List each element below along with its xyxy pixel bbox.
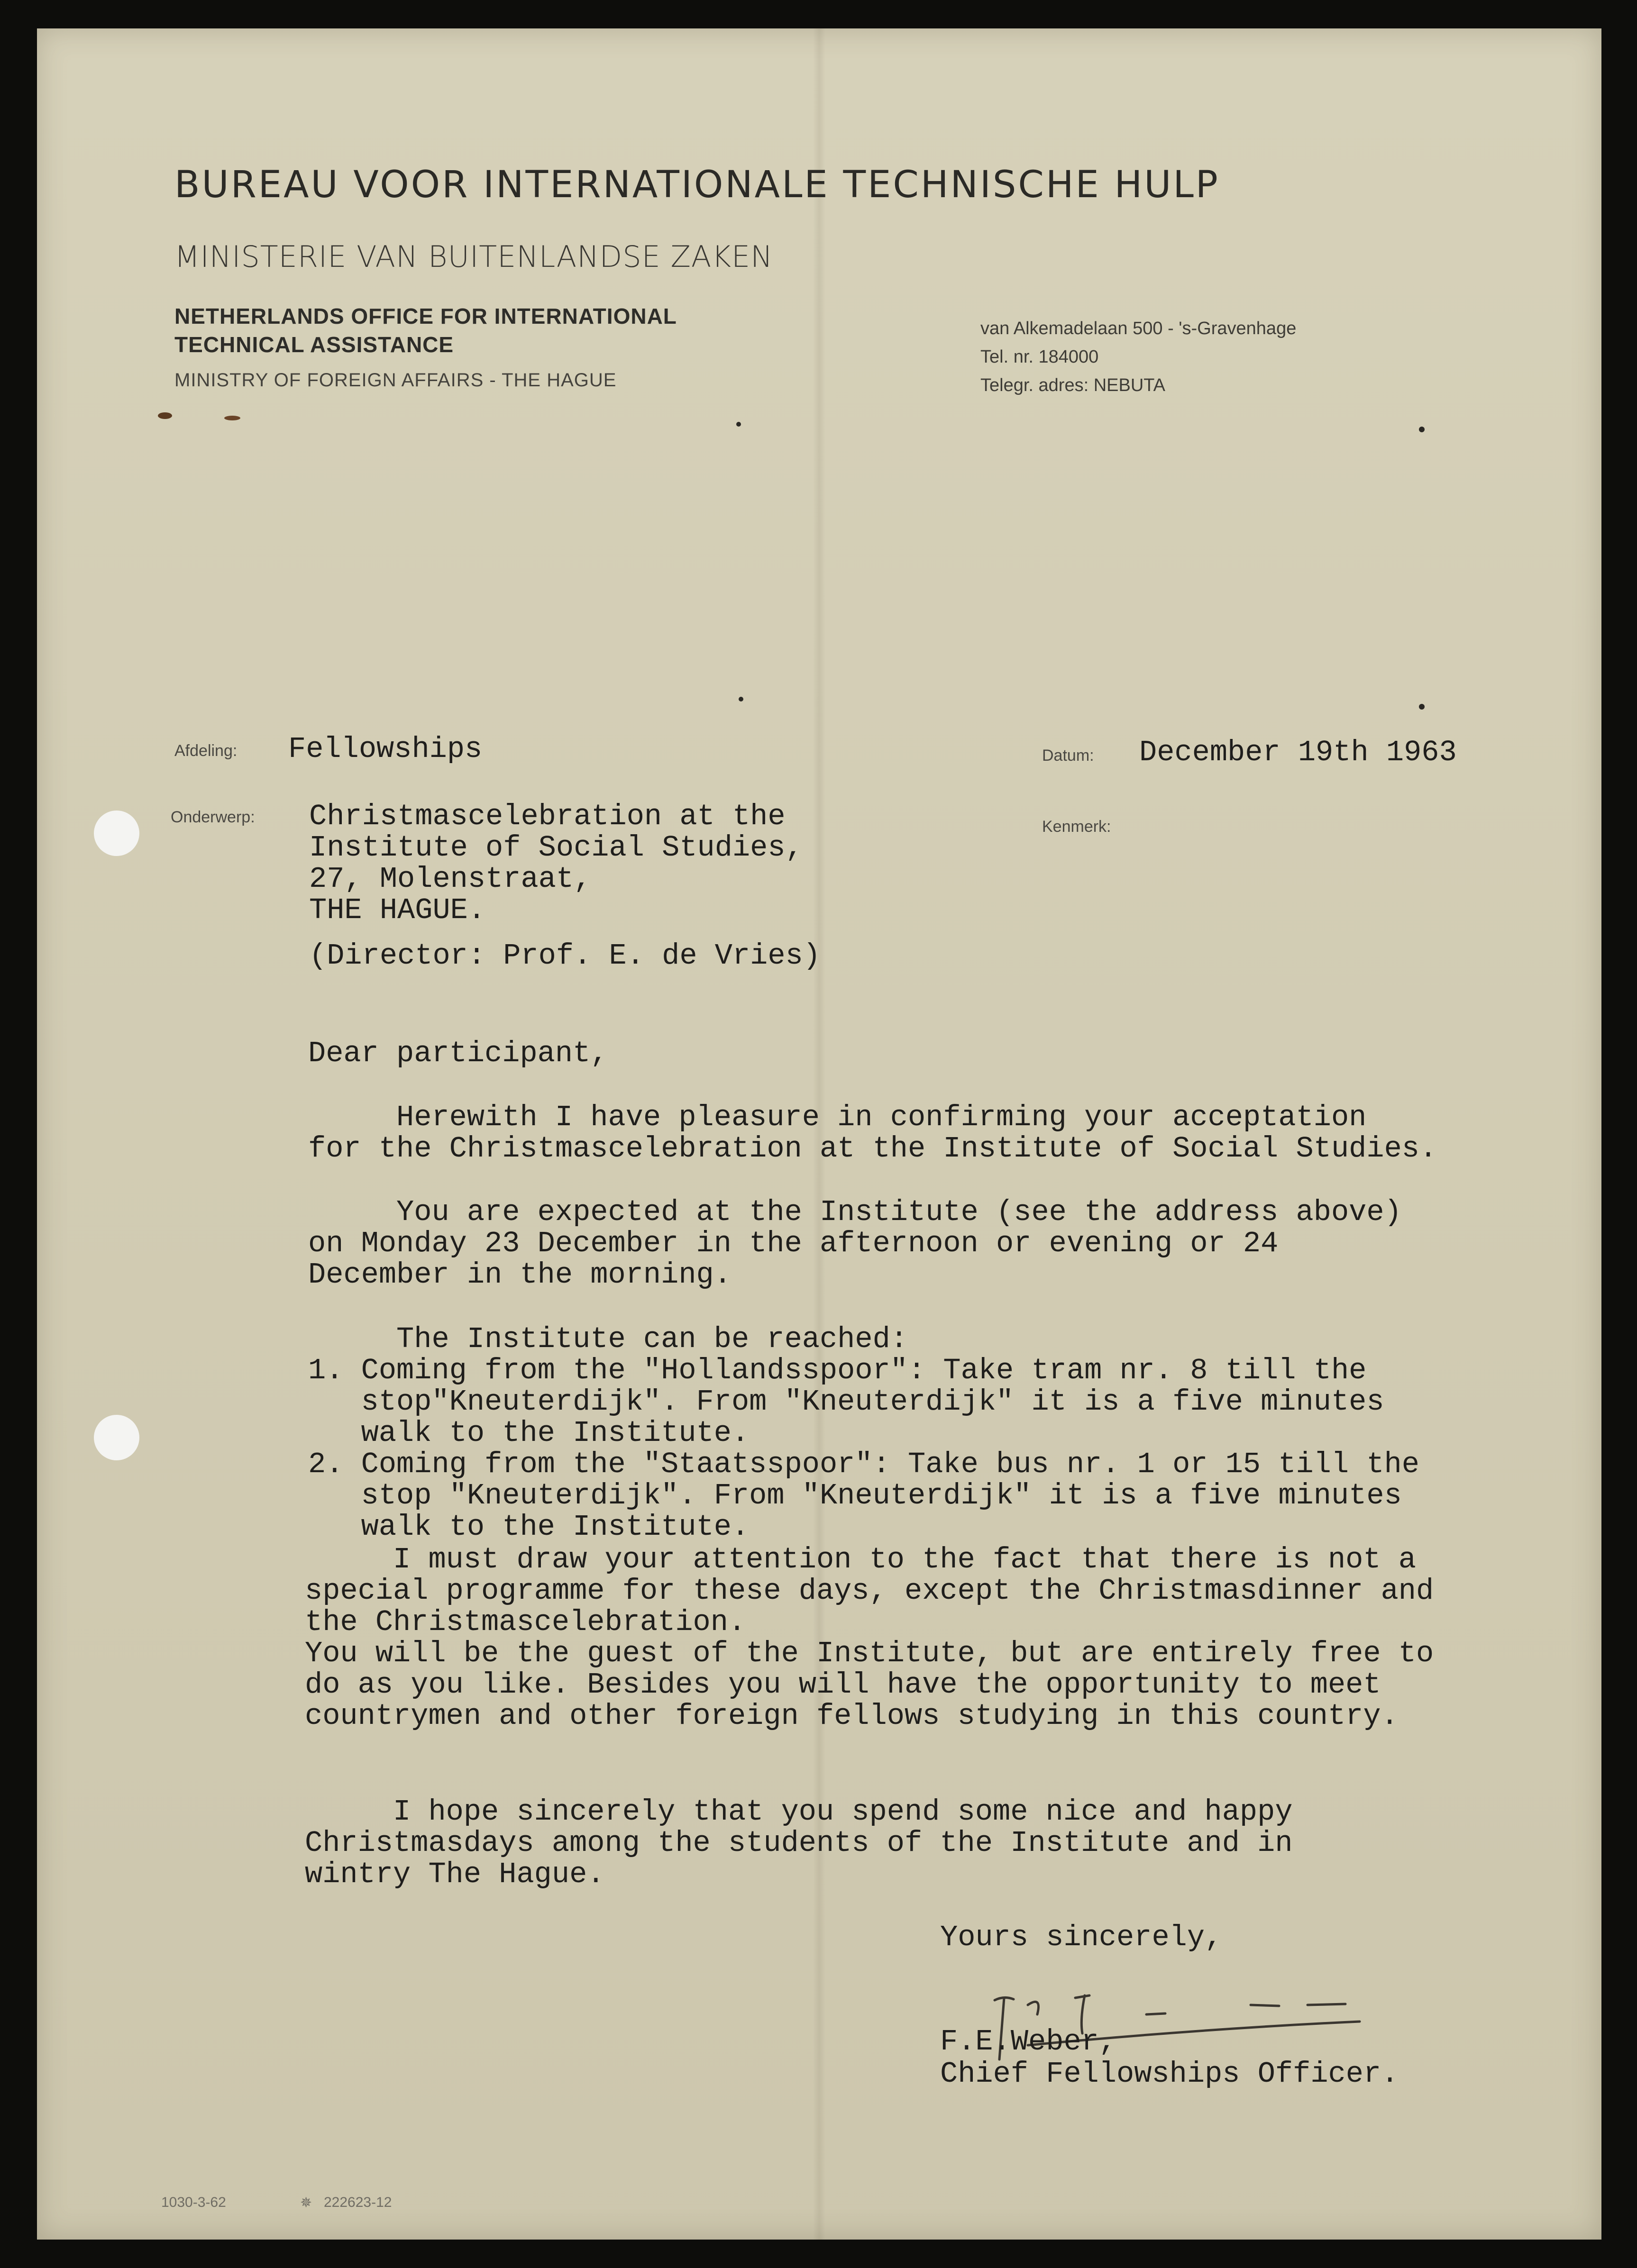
afdeling-label: Afdeling: — [174, 742, 238, 760]
paragraph-line: The Institute can be reached: — [308, 1322, 908, 1356]
office-address: van Alkemadelaan 500 - 's-Gravenhage — [980, 319, 1297, 338]
direction-item: stop"Kneuterdijk". From "Kneuterdijk" it is a five minutes — [308, 1385, 1384, 1419]
paragraph-line: countrymen and other foreign fellows studying in this country. — [305, 1699, 1399, 1733]
direction-item: 2. Coming from the "Staatsspoor": Take bus nr. 1 or 15 till the — [308, 1448, 1419, 1481]
ministry-heading: MINISTERIE VAN BUITENLANDSE ZAKEN — [174, 239, 773, 274]
direction-item: 1. Coming from the "Hollandsspoor": Take tram nr. 8 till the — [308, 1354, 1367, 1387]
letter-page — [37, 28, 1601, 2240]
office-name-line2: TECHNICAL ASSISTANCE — [174, 332, 454, 357]
print-code: 1030-3-62 — [161, 2195, 226, 2210]
stain-mark — [224, 416, 240, 420]
bureau-heading: BUREAU VOOR INTERNATIONALE TECHNISCHE HULP — [174, 164, 1220, 206]
dot-mark — [1419, 704, 1425, 710]
subject-line: Christmascelebration at the — [309, 800, 786, 833]
signer-name: F.E.Weber, — [940, 2025, 1117, 2059]
dot-mark — [739, 697, 743, 701]
direction-item: walk to the Institute. — [308, 1416, 750, 1450]
paragraph-line: I must draw your attention to the fact that there is not a — [305, 1543, 1416, 1576]
closing: Yours sincerely, — [940, 1921, 1223, 1954]
printer-mark-icon: ✵ — [300, 2195, 312, 2211]
print-number: 222623-12 — [324, 2195, 392, 2210]
subject-director: (Director: Prof. E. de Vries) — [309, 939, 821, 973]
paragraph-wishes — [305, 1796, 1293, 1890]
paragraph-confirmation — [308, 1102, 1437, 1165]
paragraph-line: December in the morning. — [308, 1258, 732, 1292]
office-name-line1: NETHERLANDS OFFICE FOR INTERNATIONAL — [174, 304, 677, 328]
dot-mark — [736, 422, 741, 427]
paragraph-line: do as you like. Besides you will have the opportunity to meet — [305, 1668, 1381, 1702]
signer-title: Chief Fellowships Officer. — [940, 2057, 1399, 2091]
subject-block — [309, 801, 821, 972]
direction-item: stop "Kneuterdijk". From "Kneuterdijk" it is a five minutes — [308, 1479, 1402, 1512]
salutation: Dear participant, — [308, 1037, 608, 1070]
subject-line: THE HAGUE. — [309, 893, 486, 927]
onderwerp-label: Onderwerp: — [171, 808, 255, 826]
direction-item: walk to the Institute. — [308, 1510, 750, 1544]
paragraph-line: special programme for these days, except the Christmasdinner and — [305, 1574, 1434, 1608]
afdeling-value: Fellowships — [288, 732, 483, 766]
office-telegram: Telegr. adres: NEBUTA — [980, 375, 1166, 395]
paragraph-line: Herewith I have pleasure in confirming your acceptation — [308, 1101, 1367, 1134]
stain-mark — [158, 412, 172, 419]
office-telephone: Tel. nr. 184000 — [980, 347, 1099, 367]
subject-line: 27, Molenstraat, — [309, 862, 592, 896]
paragraph-line: the Christmascelebration. — [305, 1605, 746, 1639]
subject-line: Institute of Social Studies, — [309, 831, 803, 865]
paragraph-line: You are expected at the Institute (see the address above) — [308, 1195, 1402, 1229]
dot-mark — [1419, 427, 1425, 432]
paragraph-line: Christmasdays among the students of the Institute and in — [305, 1826, 1293, 1860]
paragraph-directions — [308, 1324, 1419, 1543]
paragraph-programme — [305, 1544, 1434, 1732]
punch-hole-bottom — [94, 1415, 139, 1460]
paragraph-line: for the Christmascelebration at the Institute of Social Studies. — [308, 1132, 1437, 1166]
paragraph-line: on Monday 23 December in the afternoon or evening or 24 — [308, 1227, 1279, 1260]
datum-label: Datum: — [1042, 747, 1094, 765]
paragraph-arrival — [308, 1197, 1402, 1291]
paragraph-line: You will be the guest of the Institute, but are entirely free to — [305, 1637, 1434, 1670]
paragraph-line: I hope sincerely that you spend some nice and happy — [305, 1795, 1293, 1829]
ministry-english: MINISTRY OF FOREIGN AFFAIRS - THE HAGUE — [174, 370, 617, 391]
kenmerk-label: Kenmerk: — [1042, 818, 1111, 836]
punch-hole-top — [94, 811, 139, 856]
datum-value: December 19th 1963 — [1139, 736, 1457, 769]
paragraph-line: wintry The Hague. — [305, 1858, 605, 1891]
